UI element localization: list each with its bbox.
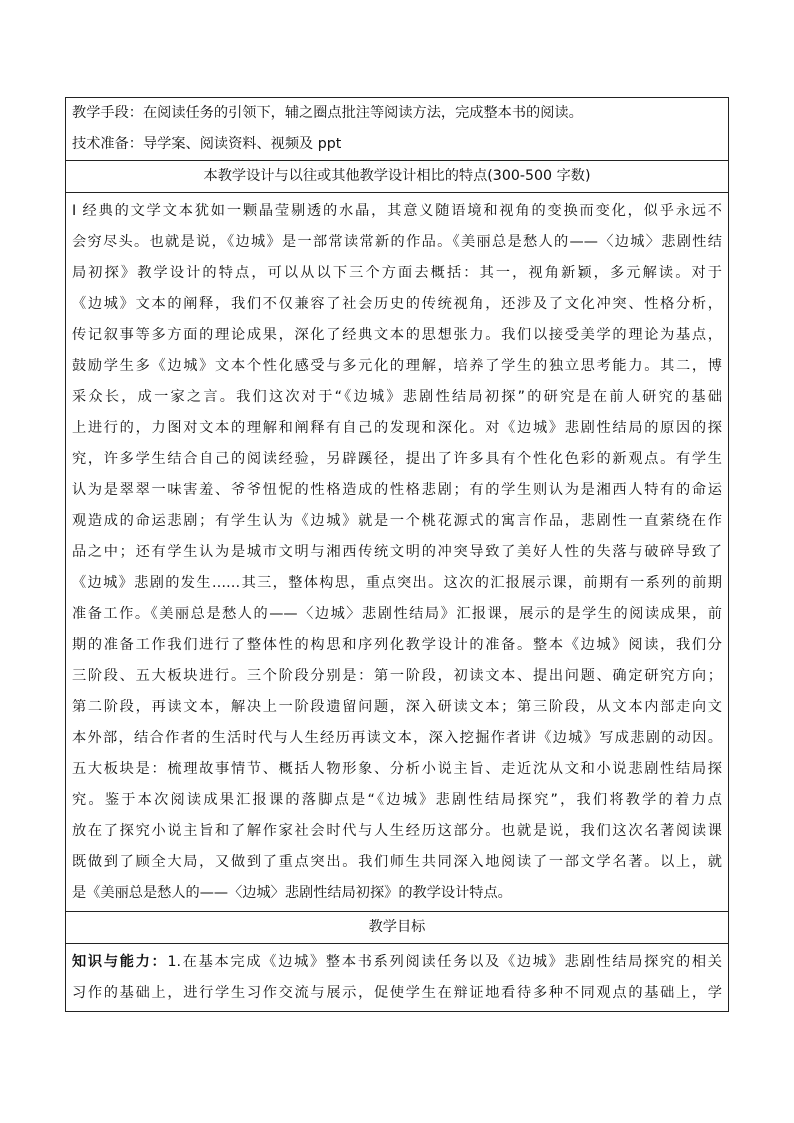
features-body-line: 鼓励学生多《边城》文本个性化感受与多元化的理解，培养了学生的独立思考能力。其二，博: [72, 358, 722, 374]
features-body-line: 究，许多学生结合自己的阅读经验，另辟蹊径，提出了许多具有个性化色彩的新观点。有学生: [72, 451, 722, 467]
goals-first-line: [72, 947, 722, 978]
features-body-line: 五大板块是：梳理故事情节、概括人物形象、分析小说主旨、走近沈从文和小说悲剧性结局探: [72, 761, 722, 777]
features-body-line: 既做到了顾全大局，又做到了重点突出。我们师生共同深入地阅读了一部文学名著。以上，就: [72, 854, 722, 870]
goals-second-line: 习作的基础上，进行学生习作交流与展示，促使学生在辩证地看待多种不同观点的基础上，学: [72, 985, 722, 1001]
features-body-cell: [66, 193, 729, 912]
features-body-line: 认为是翠翠一味害羞、爷爷忸怩的性格造成的性格悲剧；有的学生则认为是湘西人特有的命运: [72, 482, 722, 498]
knowledge-ability-label: 知识与能力：: [72, 954, 168, 970]
features-body-line: 局初探》教学设计的特点，可以从以下三个方面去概括：其一，视角新颖，多元解读。对于: [72, 265, 722, 281]
features-body-line: 本外部，结合作者的生活时代与人生经历再读文本，深入挖掘作者讲《边城》写成悲剧的动因。: [72, 730, 722, 746]
features-body-line: 观造成的命运悲剧；有学生认为《边城》就是一个桃花源式的寓言作品，悲剧性一直萦绕在作: [72, 513, 722, 529]
features-heading-row: [66, 161, 729, 193]
features-body-line: 放在了探究小说主旨和了解作家社会时代与人生经历这部分。也就是说，我们这次名著阅读课: [72, 823, 722, 839]
lesson-design-table: [65, 97, 729, 1012]
goals-body-cell: [66, 944, 729, 1012]
features-body-line: 上进行的，力图对文本的理解和阐释有自己的发现和深化。对《边城》悲剧性结局的原因的探: [72, 420, 722, 436]
features-body-line: 品之中；还有学生认为是城市文明与湘西传统文明的冲突导致了美好人性的失落与破碎导致了: [72, 544, 722, 560]
goals-heading-cell: [66, 912, 729, 944]
goals-body-row: [66, 944, 729, 1012]
tech-prep-text: 技术准备：导学案、阅读资料、视频及 ppt: [72, 136, 342, 152]
features-body-line: 第二阶段，再读文本，解决上一阶段遗留问题，深入研读文本；第三阶段，从文本内部走向文: [72, 699, 722, 715]
features-body-line: 准备工作。《美丽总是愁人的——〈边城〉悲剧性结局》汇报课，展示的是学生的阅读成果，前: [72, 606, 722, 622]
features-body-line: 究。鉴于本次阅读成果汇报课的落脚点是“《边城》悲剧性结局探究”，我们将教学的着力点: [72, 792, 722, 808]
features-body-line: I 经典的文学文本犹如一颗晶莹剔透的水晶，其意义随语境和视角的变换而变化，似乎永远不: [72, 203, 722, 219]
features-body-row: [66, 193, 729, 912]
goals-heading-row: [66, 912, 729, 944]
features-body-line: 三阶段、五大板块进行。三个阶段分别是：第一阶段，初读文本、提出问题、确定研究方向；: [72, 668, 722, 684]
features-heading-cell: [66, 161, 729, 193]
teaching-means-text: 教学手段：在阅读任务的引领下，辅之圈点批注等阅读方法，完成整本书的阅读。: [72, 105, 583, 121]
features-body-line: 传记叙事等多方面的理论成果，深化了经典文本的思想张力。我们以接受美学的理论为基点，: [72, 327, 722, 343]
features-body-line: 是《美丽总是愁人的——〈边城〉悲剧性结局初探》的教学设计特点。: [72, 885, 512, 901]
features-body-line: 期的准备工作我们进行了整体性的构思和序列化教学设计的准备。整本《边城》阅读，我们分: [72, 637, 722, 653]
features-body-line: 《边城》文本的阐释，我们不仅兼容了社会历史的传统视角，还涉及了文化冲突、性格分析，: [72, 296, 722, 312]
features-body-line: 采众长，成一家之言。我们这次对于“《边城》悲剧性结局初探”的研究是在前人研究的基础: [72, 389, 722, 405]
intro-cell: [66, 98, 729, 161]
features-heading: 本教学设计与以往或其他教学设计相比的特点(300-500 字数): [203, 168, 591, 184]
features-body-line: 会穷尽头。也就是说，《边城》是一部常读常新的作品。《美丽总是愁人的——〈边城〉悲剧性结: [72, 234, 722, 250]
goals-heading: 教学目标: [368, 919, 426, 935]
features-body-line: 《边城》悲剧的发生……其三，整体构思，重点突出。这次的汇报展示课，前期有一系列的前期: [72, 575, 722, 591]
intro-row: [66, 98, 729, 161]
goals-first-line-text: 1.在基本完成《边城》整本书系列阅读任务以及《边城》悲剧性结局探究的相关: [167, 954, 722, 970]
document-page: [65, 97, 729, 1012]
